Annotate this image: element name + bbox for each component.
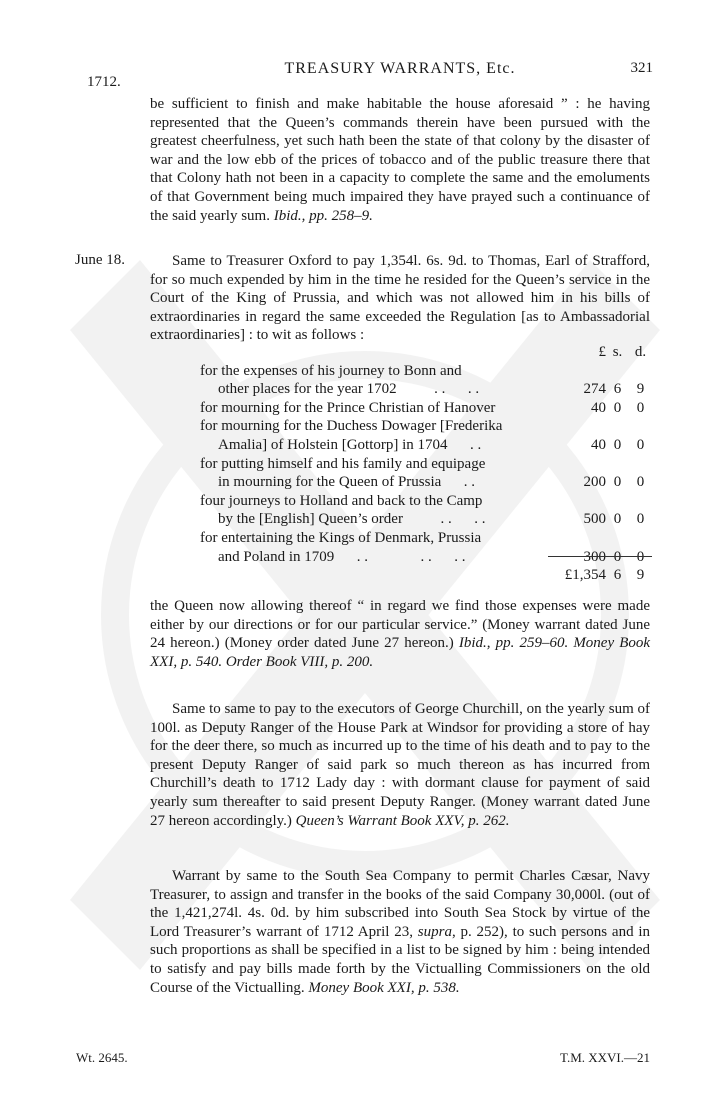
paragraph-churchill [150, 700, 650, 830]
item-line: for the expenses of his journey to Bonn and [200, 362, 462, 379]
item-line: for putting himself and his family and equipage [200, 455, 486, 472]
paragraph-text: , p. 252), to such persons and in such proportions as shall be specified in a list to be signed by him : being intended to satisfy and pay bills made forth by the Victualling Commissioners on the old Course of the Victualling. [150, 923, 651, 996]
pounds-header: £ [598, 344, 607, 360]
item-description [200, 417, 560, 454]
item-pounds: 200 [583, 474, 607, 491]
item-pounds: 40 [591, 399, 607, 416]
item-line-continued: in mourning for the Queen of Prussia . . [218, 474, 476, 491]
item-shillings: 0 [613, 436, 622, 453]
paragraph-text: be sufficient to finish and make habitable the house aforesaid ” : he having represented that the Queen’s commands therein have been pursued with the greatest cheerfulness, yet such hath been the state of that colony by the disaster of war and the low ebb of the prices of tobacco and of the public treasure there that that Colony hath not been in a capacity to complete the same and the emoluments of that Government being much impaired they have prayed such a continuance of the said yearly sum. [150, 96, 650, 224]
reference: Queen’s Warrant Book XXV, p. 262. [295, 812, 510, 829]
item-line-continued: and Poland in 1709 . . . . . . [218, 548, 466, 565]
supra: supra [417, 923, 452, 940]
item-pounds: 40 [591, 436, 607, 453]
footer-print-mark: Wt. 2645. [76, 1050, 128, 1065]
item-pence: 0 [636, 399, 645, 416]
header-title: TREASURY WARRANTS, Etc. [284, 60, 516, 77]
item-pence: 0 [636, 436, 645, 453]
reference: Ibid., pp. 258–9. [273, 207, 373, 224]
reference: Ibid., pp. 259–60. [458, 635, 569, 652]
item-description [200, 362, 560, 399]
shillings-header: s. [612, 344, 623, 360]
paragraph-south-sea [150, 867, 650, 997]
table-row [200, 417, 652, 454]
pence-header: d. [634, 344, 647, 360]
item-shillings: 0 [613, 548, 622, 565]
item-pounds: 500 [583, 511, 607, 528]
item-description [200, 529, 560, 566]
item-pence: 9 [636, 381, 645, 398]
item-line: for mourning for the Prince Christian of Hanover [200, 399, 496, 416]
page-number: 321 [630, 60, 653, 76]
item-shillings: 6 [613, 381, 622, 398]
item-shillings: 0 [613, 399, 622, 416]
table-header-row [200, 343, 652, 362]
item-line: four journeys to Holland and back to the Camp [200, 492, 483, 509]
reference: Money Book XXI, p. 540. [150, 635, 651, 670]
table-row [200, 529, 652, 566]
paragraph-text: Same to Treasurer Oxford to pay 1,354l. 6s. 9d. to Thomas, Earl of Strafford, for so much expended by him in the time he resided for the Queen’s service in the Court of the King of Prussia, and which was not allowed him in his bills of extraordinaries in regard the same exceeded the Regulation [as to Ambassadorial extraordinaries] : to wit as follows : [150, 253, 650, 344]
item-shillings: 0 [613, 474, 622, 491]
reference: Order Book VIII, p. 200. [225, 653, 374, 670]
expenses-table [200, 343, 652, 585]
item-description [200, 399, 560, 418]
total-shillings: 6 [613, 567, 622, 584]
item-pence: 0 [636, 511, 645, 528]
item-line: for mourning for the Duchess Dowager [Frederika [200, 418, 503, 435]
total-pence: 9 [636, 567, 645, 584]
paragraph-text: Same to same to pay to the executors of George Churchill, on the yearly sum of 100l. as Deputy Ranger of the House Park at Windsor for providing a store of hay for the deer there, so much as incurred up to the time of his death and to pay to the present Deputy Ranger of said park so much thereon as has incurred from Churchill’s death to 1712 Lady day : with dormant clause for payment of said yearly sum thereafter to said present Deputy Ranger. (Money warrant dated June 27 hereon accordingly.) [150, 701, 650, 829]
total-row [200, 566, 652, 585]
item-pounds: 274 [583, 381, 607, 398]
paragraph-text: Warrant by same to the South Sea Company to permit Charles Cæsar, Navy Treasurer, to assign and transfer in the books of the said Company 30,000l. (out of the 1,421,274l. 4s. 0d. by him subscribed into South Sea Stock by virtue of the Lord Treasurer’s warrant of 1712 April 23, [150, 868, 650, 940]
paragraph-queen-allowing [150, 597, 650, 671]
item-line: for entertaining the Kings of Denmark, Prussia [200, 529, 482, 546]
table-row [200, 492, 652, 529]
table-row [200, 455, 652, 492]
item-description [200, 492, 560, 529]
item-pence: 0 [636, 474, 645, 491]
header-year: 1712. [87, 74, 121, 90]
margin-date: June 18. [75, 252, 125, 268]
item-line-continued: other places for the year 1702 . . . . [218, 381, 480, 398]
item-pence: 0 [636, 548, 645, 565]
table-row [200, 362, 652, 399]
total-rule [548, 556, 652, 557]
item-shillings: 0 [613, 511, 622, 528]
paragraph-strafford [150, 252, 650, 345]
item-description [200, 455, 560, 492]
item-line-continued: Amalia] of Holstein [Gottorp] in 1704 . . [218, 436, 482, 453]
reference: Money Book XXI, p. 538. [308, 979, 460, 996]
item-line-continued: by the [English] Queen’s order . . . . [218, 511, 486, 528]
total-pounds: £1,354 [564, 567, 607, 584]
paragraph-text: the Queen now allowing thereof “ in regard we find those expenses were made either by our directions or for our particular service.” (Money warrant dated June 24 hereon.) (Money order dated June 27 hereon.) [150, 598, 650, 652]
table-row [200, 399, 652, 418]
item-pounds: 300 [583, 548, 607, 565]
footer-signature: T.M. XXVI.—21 [559, 1050, 650, 1065]
paragraph-continuation [150, 95, 650, 225]
